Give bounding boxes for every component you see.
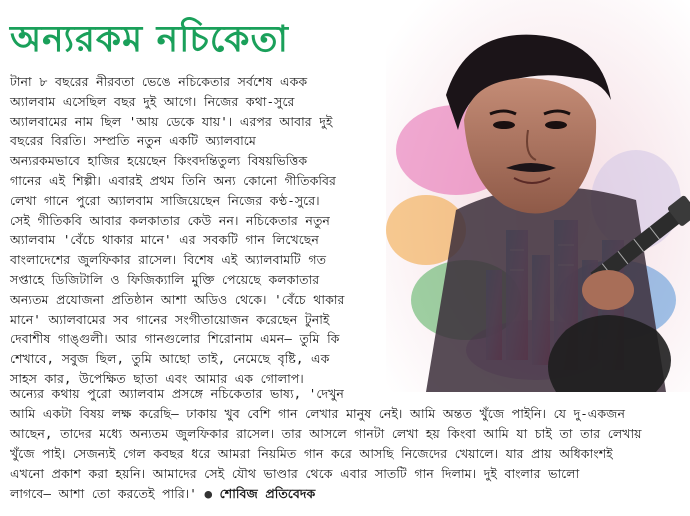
text-line: সাহস কার, উপেক্ষিত ছাতা এবং আমার এক গোলাপ।: [10, 370, 304, 386]
text-line: শেখাবে, সবুজ ছিল, তুমি আছো তাই, নেমেছে বৃষ্টি, এক: [10, 351, 330, 367]
text-line: টানা ৮ বছরের নীরবতা ভেঙে নচিকেতার সর্বশেষ একক: [10, 74, 308, 89]
article-body-column: [10, 72, 376, 389]
text-line: লেখা গানে পুরো অ্যালবাম সাজিয়েছেন নিজের কণ্ঠ-সুরে।: [10, 192, 320, 208]
singer-with-guitar-icon: [386, 0, 690, 392]
article-body-wide: [10, 384, 686, 504]
article-headline: অন্যরকম নচিকেতা: [10, 19, 289, 60]
text-line: অন্যের কথায় পুরো অ্যালবাম প্রসঙ্গে নচিকেতার ভাষ্য, 'দেখুন: [10, 386, 344, 401]
text-line: আমি একটা বিষয় লক্ষ করেছি— ঢাকায় খুব বেশি গান লেখার মানুষ নেই। আমি অন্তত খুঁজে পাইনি। যে দু-একজন: [10, 406, 625, 421]
text-line: অন্যতম প্রযোজনা প্রতিষ্ঠান আশা অডিও থেকে। 'বেঁচে থাকার: [10, 291, 345, 307]
text-line: গানের এই শিল্পী। এবারই প্রথম তিনি অন্য কোনো গীতিকবির: [10, 172, 336, 188]
byline-bullet-icon: ●: [204, 486, 213, 501]
singer-illustration: [386, 0, 690, 392]
text-line: অ্যালবাম এসেছিল বছর দুই আগে। নিজের কথা-সুরে: [10, 93, 295, 109]
text-line: আছেন, তাদের মধ্যে অন্যতম জুলফিকার রাসেল। তার আসলে গানটা লেখা হয় কিংবা আমি যা চাই তা তার লেখায়: [10, 426, 642, 441]
byline: শোবিজ প্রতিবেদক: [219, 486, 316, 501]
text-line: দেবাশীষ গাঙ্গুলী। আর গানগুলোর শিরোনাম এমন— তুমি কি: [10, 331, 340, 347]
text-line: মানে' অ্যালবামের সব গানের সংগীতায়োজন করেছেন টুনাই: [10, 311, 330, 327]
text-line: সপ্তাহে ডিজিটালি ও ফিজিক্যালি মুক্তি পেয়েছে কলকাতার: [10, 271, 320, 287]
text-line: অন্যরকমভাবে হাজির হয়েছেন কিংবদন্তিতুল্য বিষয়ভিত্তিক: [10, 153, 308, 169]
text-line: এখনো প্রকাশ করা হয়নি। আমাদের সেই যৌথ ভাণ্ডার থেকে এবার সাতটি গান দিলাম। দুই বাংলার ভালো: [10, 466, 580, 481]
text-line: অ্যালবাম 'বেঁচে থাকার মানে' এর সবকটি গান লিখেছেন: [10, 232, 319, 248]
text-line: খুঁজে পাই। সেজন্যই গেল কবছর ধরে আমরা নিয়মিত গান করে আসছি নিজেদের খেয়ালে। যার প্রায় অধিকাংশই: [10, 446, 613, 461]
text-line: সেই গীতিকবি আবার কলকাতার কেউ নন। নচিকেতার নতুন: [10, 212, 330, 228]
text-line: বাংলাদেশের জুলফিকার রাসেল। বিশেষ এই অ্যালবামটি গত: [10, 252, 327, 268]
text-line: অ্যালবামের নাম ছিল 'আয় ডেকে যায়'। এরপর আবার দুই: [10, 113, 333, 129]
text-line: বছরের বিরতি। সম্প্রতি নতুন একটি অ্যালবামে: [10, 133, 256, 149]
text-line: লাগবে— আশা তো করতেই পারি।': [10, 486, 197, 501]
